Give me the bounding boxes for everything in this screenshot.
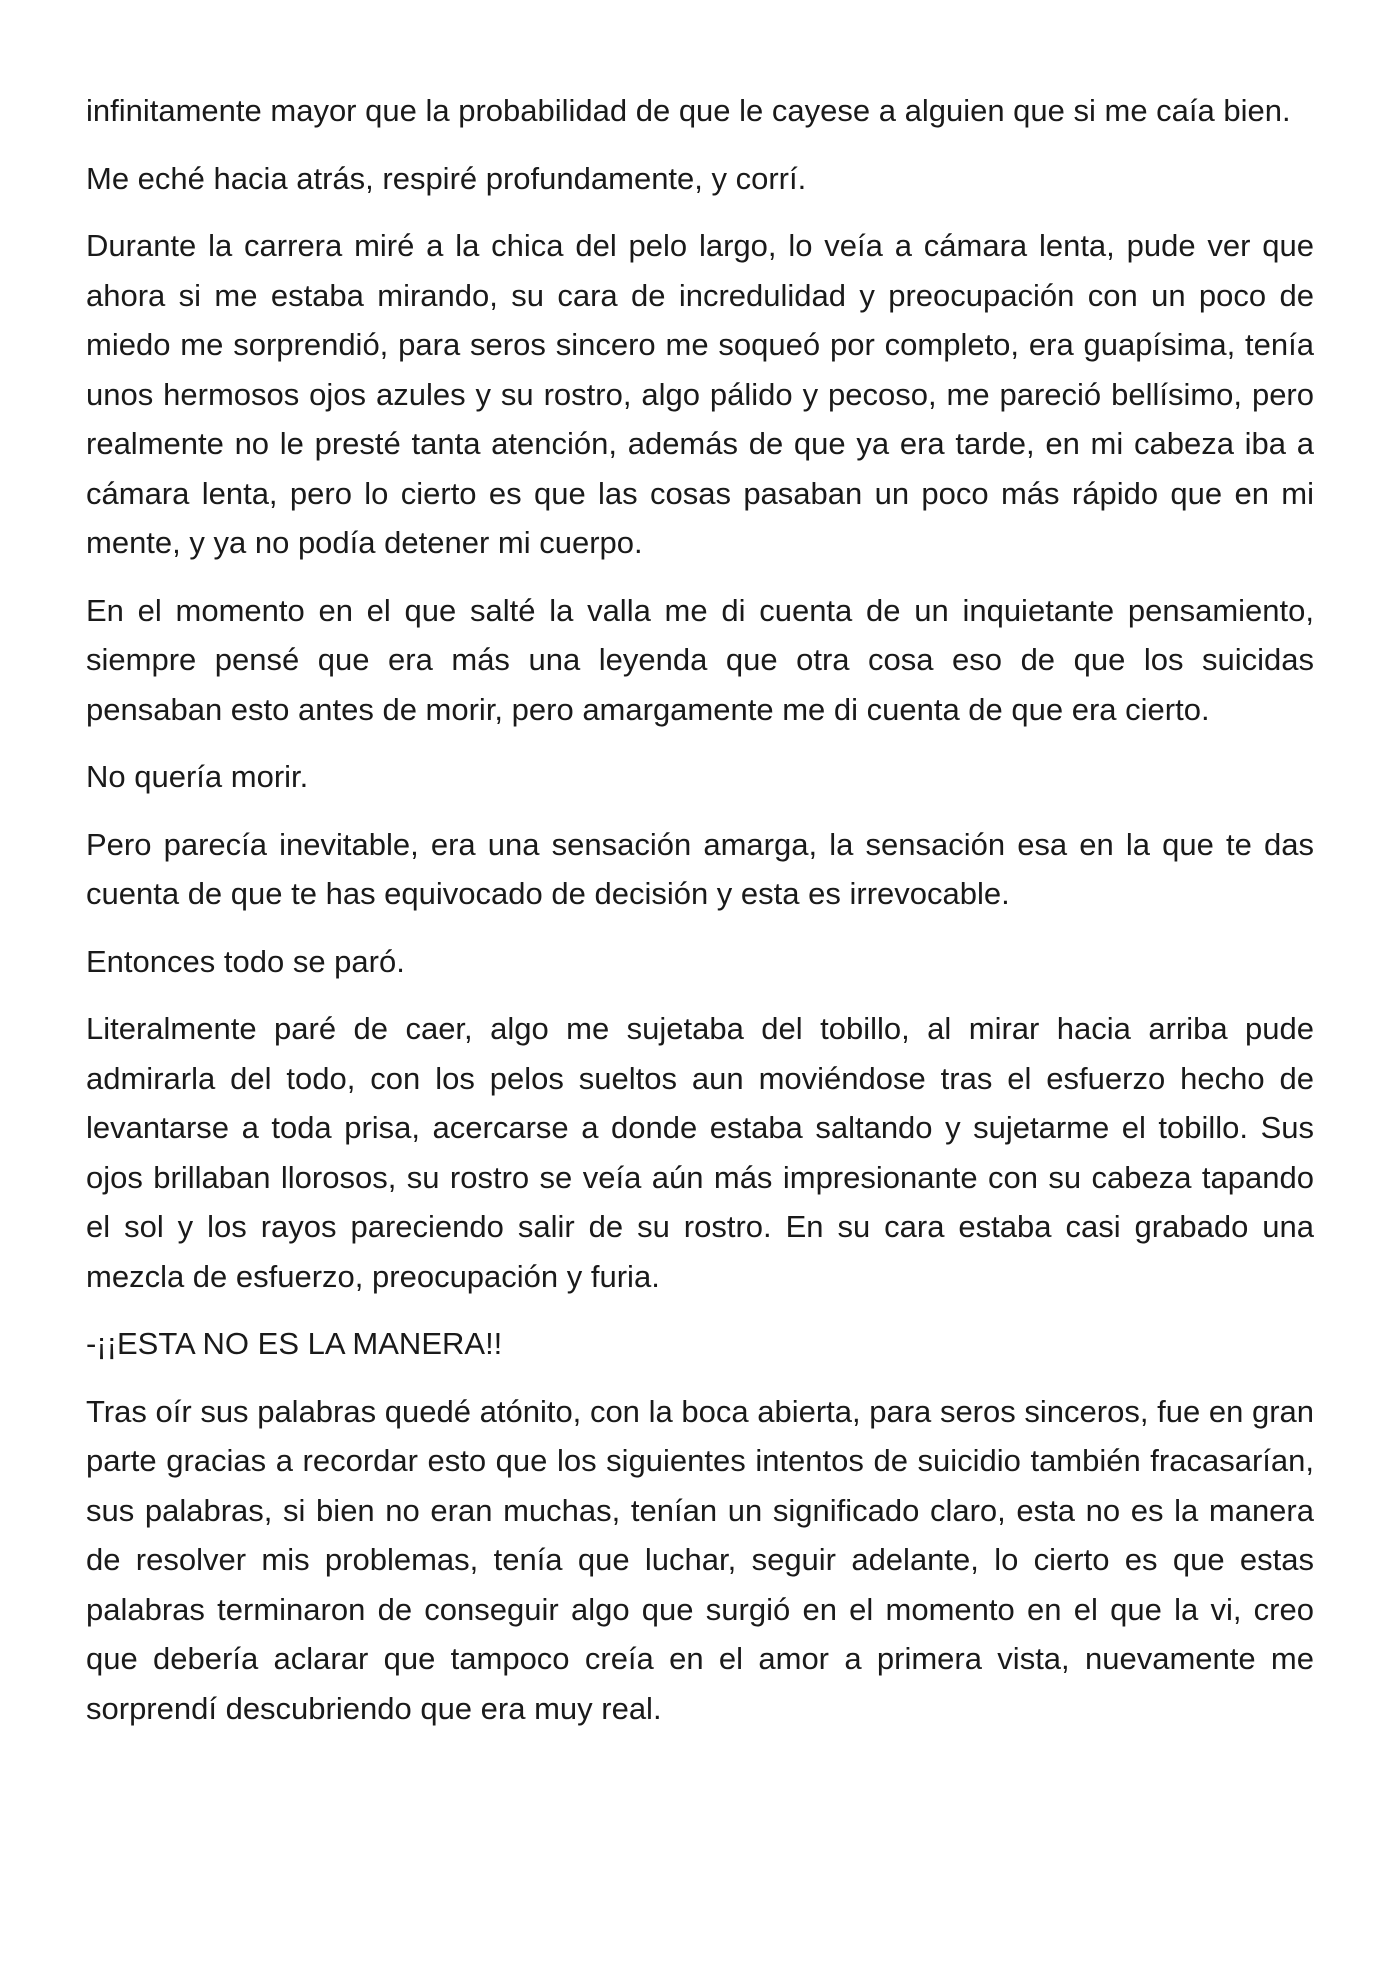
paragraph-6: Pero parecía inevitable, era una sensación amarga, la sensación esa en la que te das cuenta de que te has equivocado de decisión y esta es irrevocable. <box>86 826 1314 911</box>
paragraph-5: No quería morir. <box>86 759 309 794</box>
paragraph-3: Durante la carrera miré a la chica del pelo largo, lo veía a cámara lenta, pude ver que ahora si me estaba mirando, su cara de incredulidad y preocupación con un poco de miedo me sorprendió, para seros sincero me soqueó por completo, era guapísima, tenía unos hermosos ojos azules y su rostro, algo pálido y pecoso, me pareció bellísimo, pero realmente no le presté tanta atención, además de que ya era tarde, en mi cabeza iba a cámara lenta, pero lo cierto es que las cosas pasaban un poco más rápido que en mi mente, y ya no podía detener mi cuerpo. <box>86 228 1314 560</box>
paragraph-10: Tras oír sus palabras quedé atónito, con la boca abierta, para seros sinceros, fue en gran parte gracias a recordar esto que los siguientes intentos de suicidio también fracasarían, sus palabras, si bien no eran muchas, tenían un significado claro, esta no es la manera de resolver mis problemas, tenía que luchar, seguir adelante, lo cierto es que estas palabras terminaron de conseguir algo que surgió en el momento en el que la vi, creo que debería aclarar que tampoco creía en el amor a primera vista, nuevamente me sorprendí descubriendo que era muy real. <box>86 1393 1314 1726</box>
paragraph-1: infinitamente mayor que la probabilidad de que le cayese a alguien que si me caía bien. <box>86 93 1291 128</box>
paragraph-8: Literalmente paré de caer, algo me sujetaba del tobillo, al mirar hacia arriba pude admirarla del todo, con los pelos sueltos aun moviéndose tras el esfuerzo hecho de levantarse a toda prisa, acercarse a donde estaba saltando y sujetarme el tobillo. Sus ojos brillaban llorosos, su rostro se veía aún más impresionante con su cabeza tapando el sol y los rayos pareciendo salir de su rostro. En su cara estaba casi grabado una mezcla de esfuerzo, preocupación y furia. <box>86 1011 1314 1294</box>
paragraph-2: Me eché hacia atrás, respiré profundamente, y corrí. <box>86 160 807 196</box>
paragraph-9: -¡¡ESTA NO ES LA MANERA!! <box>86 1326 503 1361</box>
paragraph-4: En el momento en el que salté la valla me di cuenta de un inquietante pensamiento, siempre pensé que era más una leyenda que otra cosa eso de que los suicidas pensaban esto antes de morir, pero amargamente me di cuenta de que era cierto. <box>86 592 1314 727</box>
document-page <box>86 86 1314 1751</box>
paragraph-7: Entonces todo se paró. <box>86 943 405 979</box>
